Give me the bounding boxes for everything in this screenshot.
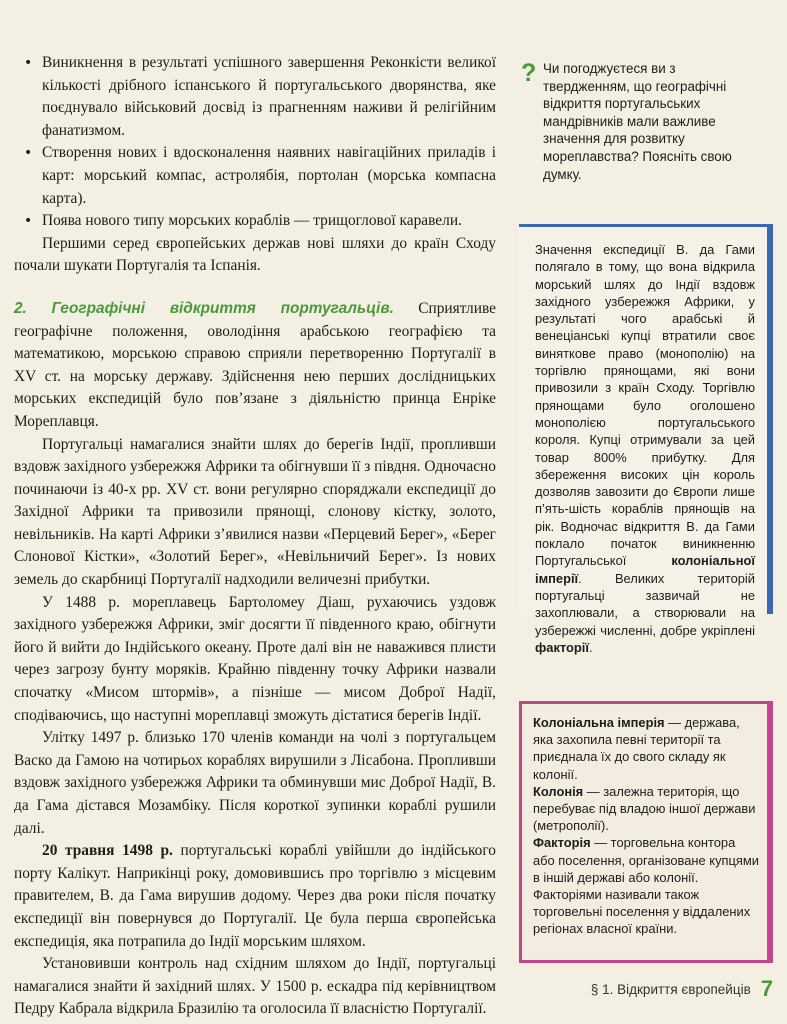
info-text-part: Значення експедиції В. да Гами полягало в тому, що вона відкрила морський шлях до Індії вздовж західного узбережжя Африки, у результаті чого арабські й венеціанські купці втратили своє виняткове право (монополію) на торгівлю прянощами, які вони привозили з країн Сходу. Торгівлю прянощами було оголошено монополією португальського короля. Купці отримували за цей товар 800% прибутку. Для збереження високих цін король дозволяв завозити до Європи лише п’ять-шість кораблів прянощів на рік. Водночас відкриття В. да Гами поклало початок виникненню Португальської xyxy=(535,242,755,569)
definition-term: Колоніальна імперія xyxy=(533,715,665,730)
main-text-column xyxy=(14,52,496,1021)
paragraph: Установивши контроль над східним шляхом до Індії, португальці намагалися знайти й західний шлях. У 1500 р. ескадра під керівництвом Педру Кабрала відкрила Бразилію та оголосила її власністю Португалії. xyxy=(14,955,496,1018)
list-item: • Поява нового типу морських кораблів — трищоглової каравели. xyxy=(14,210,496,233)
definition-term: Факторія xyxy=(533,835,591,851)
section-paragraph xyxy=(14,298,496,434)
section-heading: 2. Географічні відкриття португальців. xyxy=(14,299,394,317)
paragraph: Першими серед європейських держав нові шляхи до країн Сходу почали шукати Португалія та Іспанія. xyxy=(14,234,496,275)
info-text-part: . Великих територій португальці зазвичай не захоплювали, а створювали на узбережжі численні, добре укріплені xyxy=(535,570,755,638)
list-item: • Створення нових і вдосконалення наявних навігаційних приладів і карт: морський компас, астролябія, портолан (морська компасна карта). xyxy=(14,142,496,210)
info-text-part: . xyxy=(589,639,593,655)
page-footer xyxy=(591,976,773,1002)
question-mark-icon: ? xyxy=(521,59,537,87)
definition-entry xyxy=(533,834,759,937)
section-intro: Сприятливе географічне положення, оволодіння арабською географією та математикою, морською справою сприяли перетворенню Португалії в XV ст. на морську державу. Здійснення нею перших дослідницьких морських експедицій було пов’язане з діяльністю принца Енріке Мореплавця. xyxy=(14,299,496,430)
definition-entry xyxy=(533,783,759,835)
causes-list xyxy=(14,52,496,233)
paragraph-text: португальські кораблі увійшли до індійського порту Калікут. Наприкінці року, домовившись про торгівлю з місцевим правителем, В. да Гама вирушив додому. Через два роки після початку експедиції він повернувся до Португалії. Це була перша європейська експедиція, яка потрапила до Індії морським шляхом. xyxy=(14,842,496,950)
info-box-text xyxy=(519,241,755,656)
info-box xyxy=(519,224,773,655)
date-highlight: 20 травня 1498 р. xyxy=(42,842,173,860)
term-factory: факторії xyxy=(535,639,589,655)
paragraph: Улітку 1497 р. близько 170 членів команди на чолі з португальцем Васко да Гамою на чотирьох кораблях вирушили з Лісабона. Пропливши вздовж західного узбережжя Африки та обминувши мис Доброї Надії, В. да Гама дістався Мозамбіку. Після короткої зупинки кораблі рушили далі. xyxy=(14,729,496,837)
question-text: Чи погоджуєтеся ви з твердженням, що географічні відкриття португальських мандрівників мали важливе значення для розвитку мореплавства? Поясніть свою думку. xyxy=(543,61,732,182)
paragraph: У 1488 р. мореплавець Бартоломеу Діаш, рухаючись уздовж західного узбережжя Африки, зміг досягти її південного краю, обігнути його й вийти до Індійського океану. Проте далі він не наважився плисти через загрозу бунту моряків. Крайню південну точку Африки назвали спочатку «Мисом штормів», а пізніше — мисом Доброї Надії, сподіваючись, що наступні мореплавці зможуть дістатися берегів Індії. xyxy=(14,593,496,724)
list-item: • Виникнення в результаті успішного завершення Реконкісти великої кількості дрібного іспанського й португальського дворянства, яке поєднувало військовий досвід із прагненням наживи й релігійним фанатизмом. xyxy=(14,52,496,142)
definitions-list xyxy=(533,714,759,938)
section-reference: § 1. Відкриття європейців xyxy=(590,981,751,997)
paragraph: Португальці намагалися знайти шлях до берегів Індії, пропливши вздовж західного узбережжя Африки та обігнувши її з півдня. Одночасно починаючи із 40-х рр. XV ст. вони регулярно споряджали експедиції до Західної Африки та привозили прянощі, слонову кістку, золото, невільників. На карті Африки з’явилися назви «Перцевий Берег», «Берег Слонової Кістки», «Золотий Берег», «Невільничий Берег». Із нових земель до скарбниці Португалії надходили величезні прибутки. xyxy=(14,435,496,589)
discussion-question xyxy=(521,60,766,183)
definitions-box xyxy=(519,701,773,963)
definition-text: — залежна територія, що перебуває під владою іншої держави (метрополії). xyxy=(533,783,756,834)
definition-text: — торговельна контора або поселення, організоване купцями в іншій державі або колонії. Факторіями називали також торговельні поселення у віддалених регіонах власної країни. xyxy=(533,835,759,937)
definition-term: Колонія xyxy=(533,783,584,799)
term-colonial-empire: колоніальної імперії xyxy=(535,553,755,586)
paragraph xyxy=(14,840,496,953)
definition-text: — держава, яка захопила певні території та приєднала їх до свого складу як колонії. xyxy=(533,715,740,782)
definition-entry xyxy=(533,714,759,783)
page-number: 7 xyxy=(760,976,773,1001)
